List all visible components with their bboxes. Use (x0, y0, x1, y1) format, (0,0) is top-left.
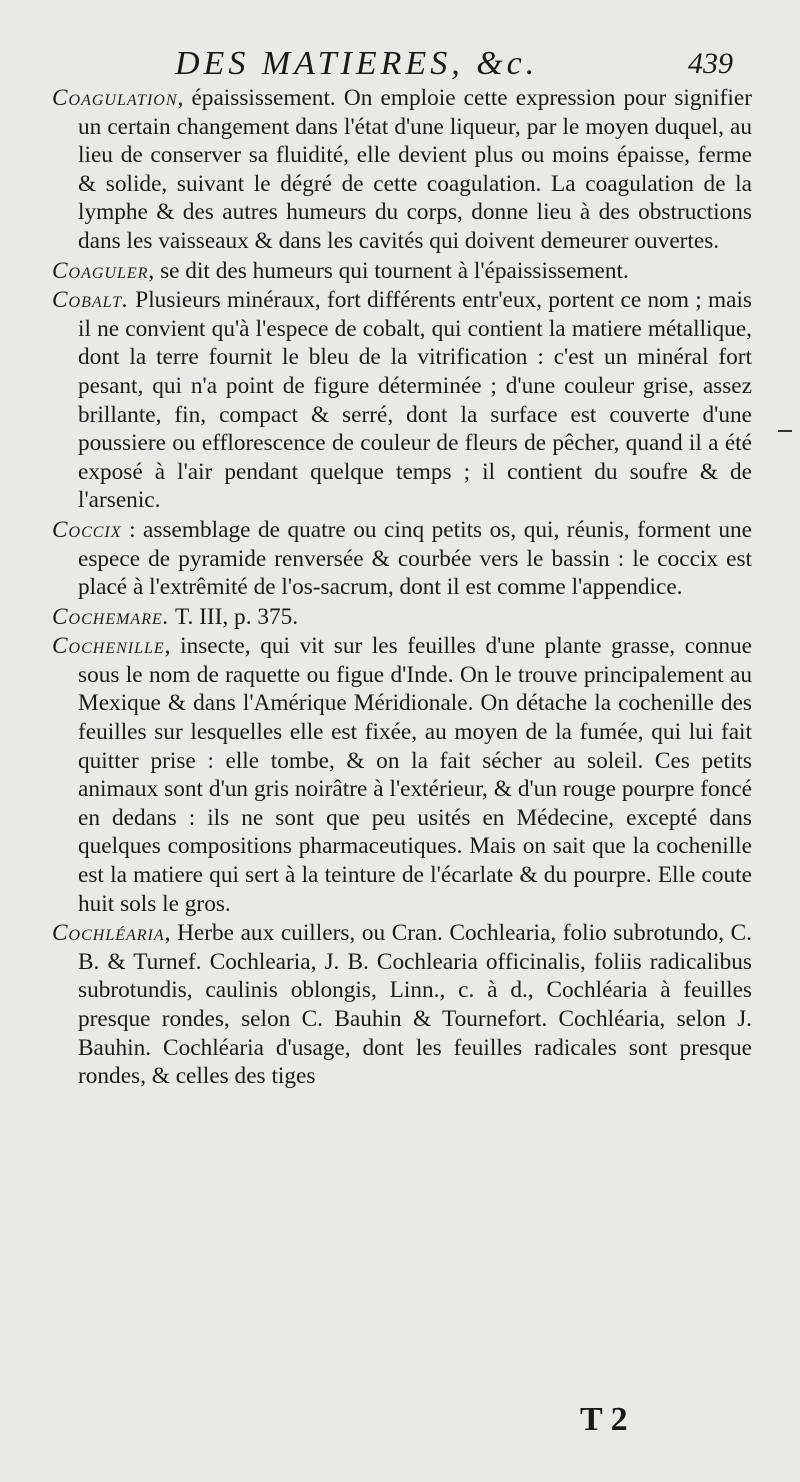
entry-definition: , se dit des humeurs qui tournent à l'épaississement. (148, 257, 629, 284)
entry-cochenille (52, 632, 752, 918)
entry-headword: Cochemare. (52, 603, 170, 630)
entry-definition: , Herbe aux cuillers, ou Cran. Cochlearia, folio subrotundo, C. B. & Turnef. Cochlearia, J. B. Cochlearia officinalis, foliis radicalibus subrotundis, caulinis oblongis, Linn., c. à d., Cochléaria à feuilles presque rondes, selon C. Bauhin & Tournefort. Cochléaria, selon J. Bauhin. Cochléaria d'usage, dont les feuilles radicales sont presque rondes, & celles des tiges (78, 920, 752, 1090)
entry-cobalt (52, 286, 752, 515)
signature-mark: T 2 (580, 1401, 628, 1438)
entry-headword: Coccix (52, 516, 122, 543)
entry-definition: Plusieurs minéraux, fort différents entr'eux, portent ce nom ; mais il ne convient qu'à l'espece de cobalt, qui contient la matiere métallique, dont la terre fournit le bleu de la vitrification : c'est un minéral fort pesant, qui n'a point de figure déterminée ; d'une couleur grise, assez brillante, fin, compact & serré, dont la surface est couverte d'une poussiere ou efflorescence de couleur de fleurs de pêcher, quand il a été exposé à l'air pendant quelque temps ; il contient du soufre & de l'arsenic. (78, 287, 752, 514)
entry-definition: , épaississement. On emploie cette expression pour signifier un certain changement dans l'état d'une liqueur, par le moyen duquel, au lieu de conserver sa fluidité, elle devient plus ou moins épaisse, ferme & solide, suivant le dégré de cette coagulation. La coagulation de la lymphe & des autres humeurs du corps, donne lieu à des obstructions dans les vaisseaux & dans les cavités qui doivent demeurer ouvertes. (78, 85, 752, 254)
page-header (0, 42, 800, 86)
entry-headword: Coaguler (52, 257, 149, 284)
entry-headword: Cobalt. (52, 287, 129, 314)
margin-dash (778, 430, 792, 432)
entry-headword: Cochenille (52, 633, 165, 660)
entry-coccix (52, 516, 752, 602)
entry-cochlearia (52, 919, 752, 1091)
entry-headword: Cochléaria (52, 920, 165, 947)
entry-definition: , insecte, qui vit sur les feuilles d'une plante grasse, connue sous le nom de raquette ou figue d'Inde. On le trouve principalement au Mexique & dans l'Amérique Méridionale. On détache la cochenille des feuilles sur lesquelles elle est fixée, au moyen de la fumée, qui lui fait quitter prise : elle tombe, & on la fait sécher au soleil. Ces petits animaux sont d'un gris noirâtre à l'extérieur, & d'un rouge pourpre foncé en dedans : ils ne sont que peu usités en Médecine, excepté dans quelques compositions pharmaceutiques. Mais on sait que la cochenille est la matiere qui sert à la teinture de l'écarlate & du pourpre. Elle coute huit sols le gros. (78, 633, 752, 917)
entry-cochemare (52, 603, 752, 632)
page-number: 439 (688, 47, 733, 80)
dictionary-entries (52, 84, 752, 1091)
entry-headword: Coagulation (52, 85, 178, 111)
entry-coagulation (52, 84, 752, 256)
entry-definition: : assemblage de quatre ou cinq petits os, qui, réunis, forment une espece de pyramide renversée & courbée vers le bassin : le coccix est placé à l'extrêmité de l'os-sacrum, dont il est comme l'appendice. (78, 516, 752, 601)
running-title: DES MATIERES, &c. (175, 45, 539, 82)
entry-coaguler (52, 257, 752, 286)
entry-definition: T. III, p. 375. (169, 603, 299, 630)
